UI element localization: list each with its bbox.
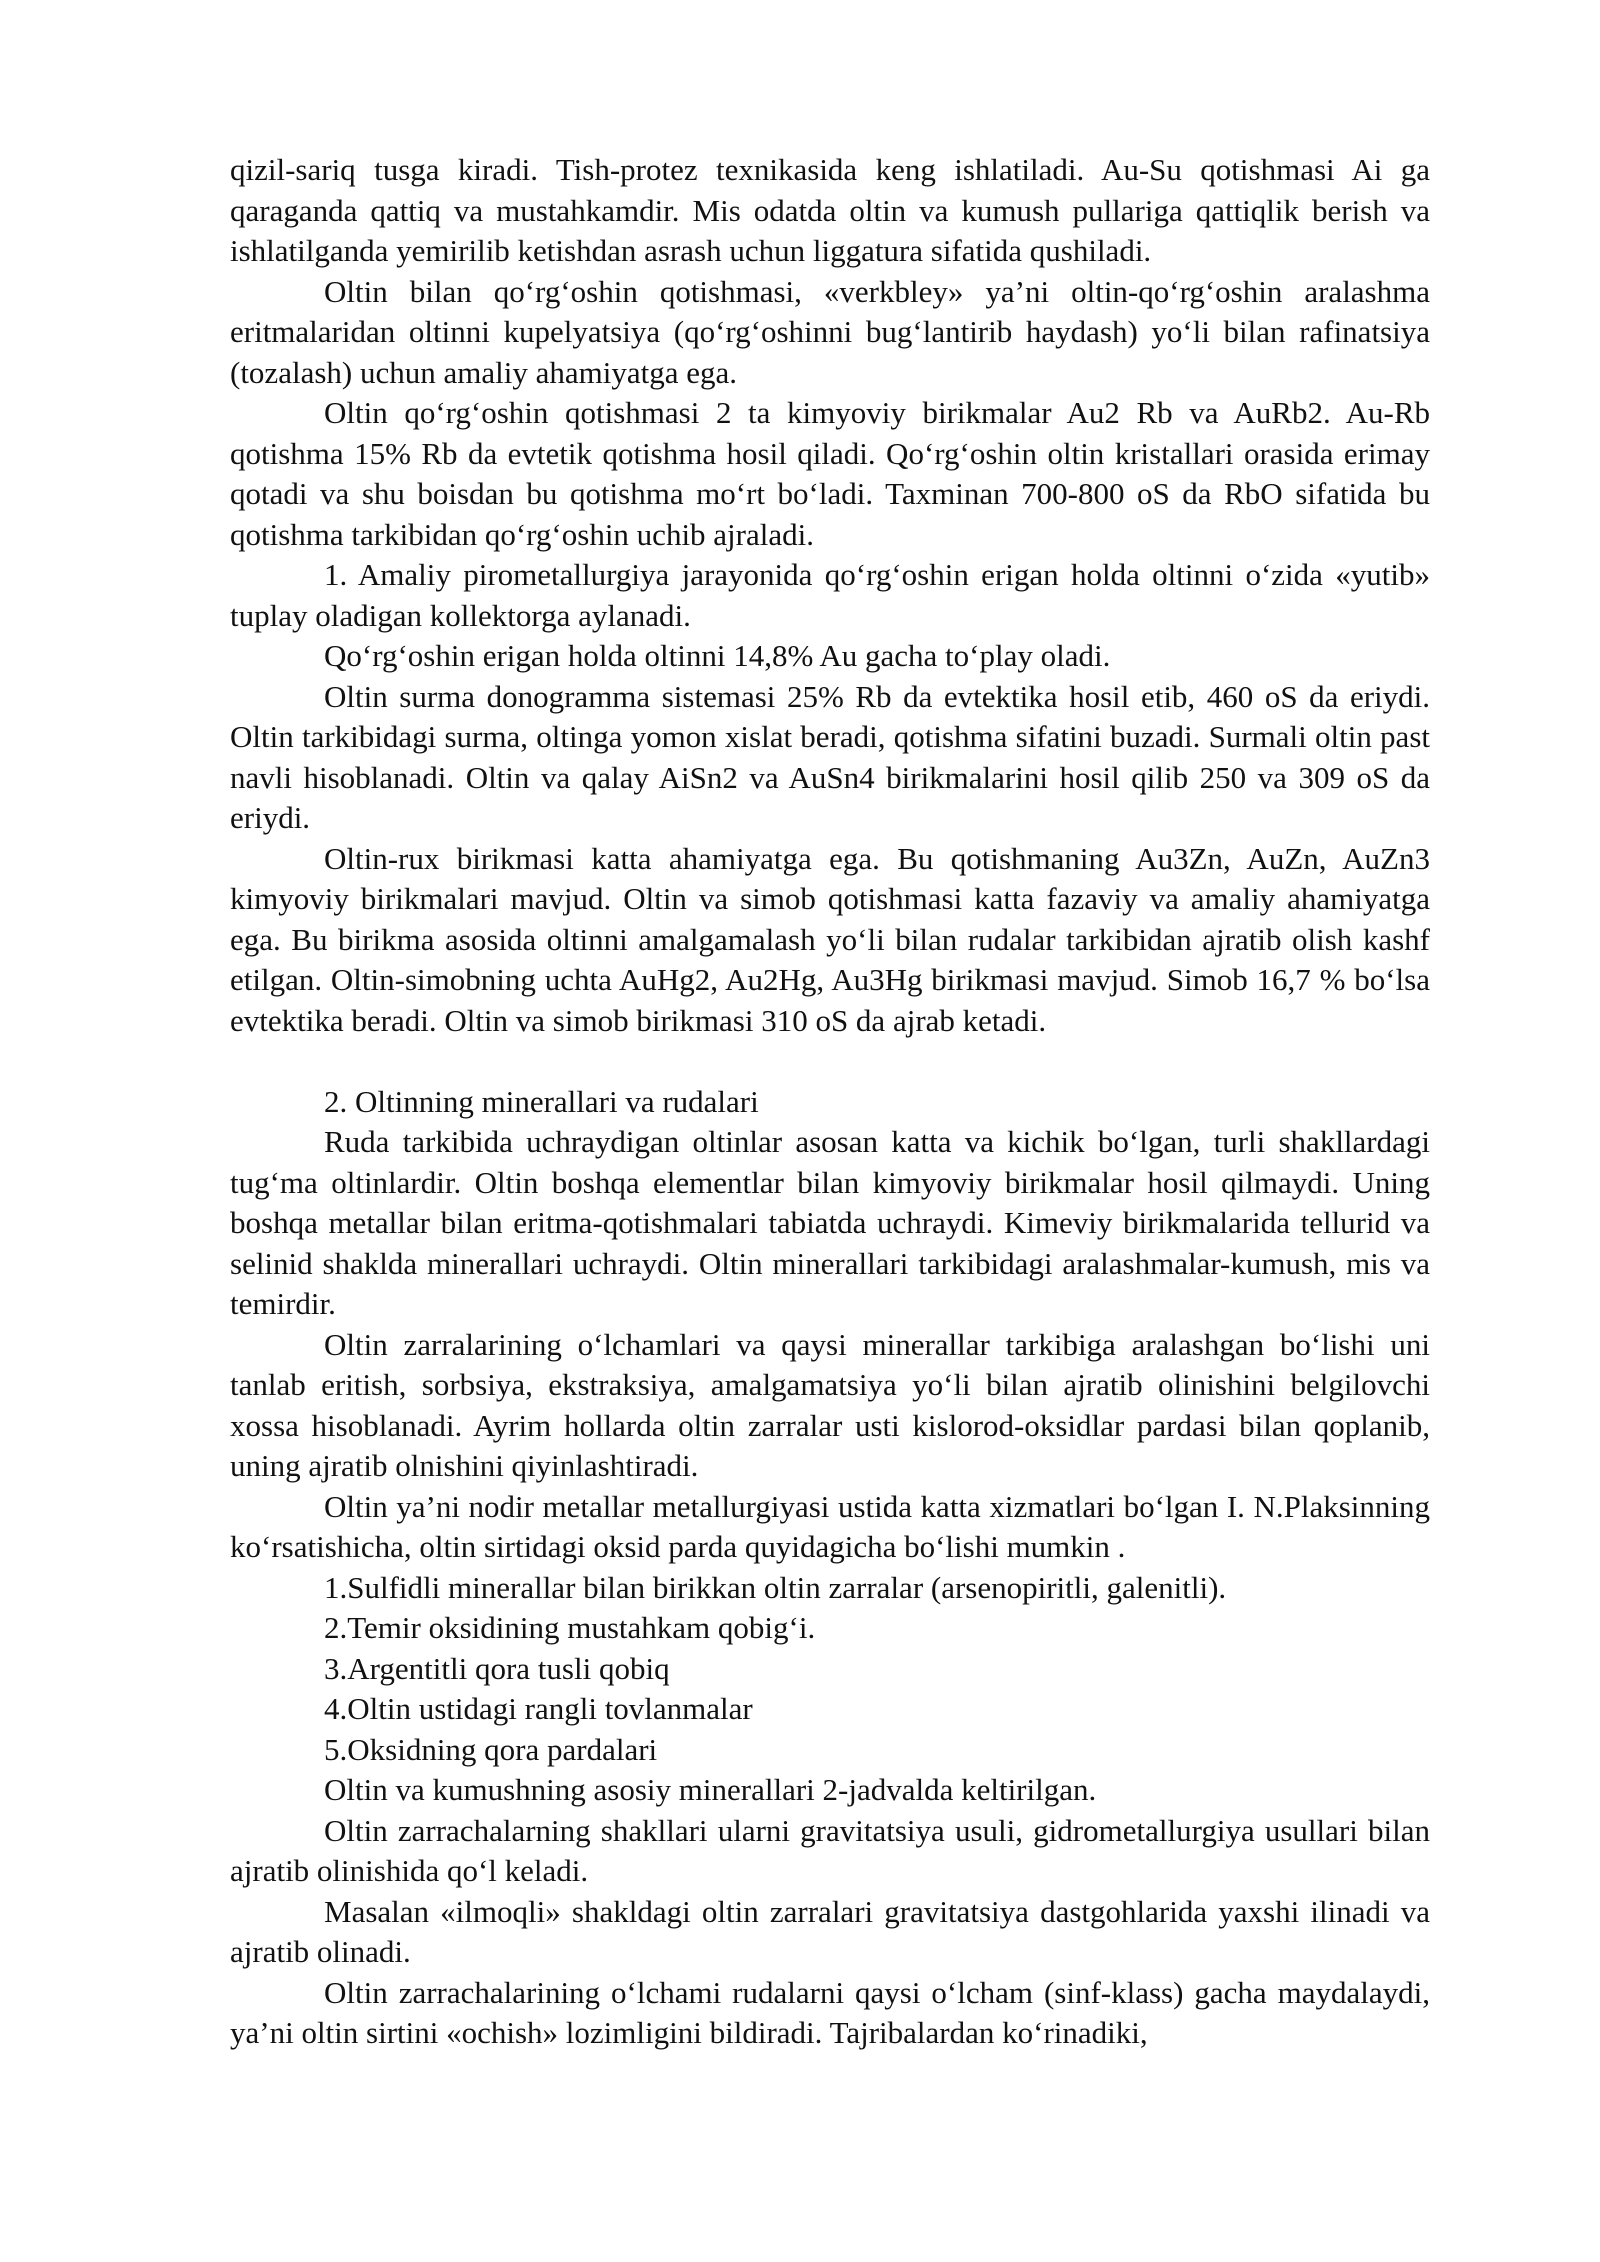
paragraph: Ruda tarkibida uchraydigan oltinlar asosan katta va kichik bo‘lgan, turli shakllardagi tug‘ma oltinlardir. Oltin boshqa elementlar bilan kimyoviy birikmalar hosil qilmaydi. Uning boshqa metallar bilan eritma-qotishmalari tabiatda uchraydi. Kimeviy birikmalarida tellurid va selinid shaklda minerallari uchraydi. Oltin minerallari tarkibidagi aralashmalar-kumush, mis va temirdir. — [230, 1124, 1430, 1321]
paragraph: Oltin va kumushning asosiy minerallari 2-jadvalda keltirilgan. — [324, 1772, 1097, 1807]
paragraph: Oltin-rux birikmasi katta ahamiyatga ega. Bu qotishmaning Au3Zn, AuZn, AuZn3 kimyoviy birikmalari mavjud. Oltin va simob qotishmasi katta fazaviy va amaliy ahamiyatga ega. Bu birikma asosida oltinni amalgamalash yo‘li bilan rudalar tarkibidan ajratib olish kashf etilgan. Oltin-simobning uchta AuHg2, Au2Hg, Au3Hg birikmasi mavjud. Simob 16,7 % bo‘lsa evtektika beradi. Oltin va simob birikmasi 310 oS da ajrab ketadi. — [230, 840, 1430, 1038]
list-item: 2.Temir oksidining mustahkam qobig‘i. — [324, 1610, 816, 1645]
paragraph: Masalan «ilmoqli» shakldagi oltin zarralari gravitatsiya dastgohlarida yaxshi ilinadi va ajratib olinadi. — [230, 1893, 1430, 1969]
list-item: 3.Argentitli qora tusli qobiq — [324, 1650, 670, 1686]
paragraph: Oltin qo‘rg‘oshin qotishmasi 2 ta kimyoviy birikmalar Au2 Rb va AuRb2. Au-Rb qotishma 15% Rb da evtetik qotishma hosil qiladi. Qo‘rg‘oshin oltin kristallari orasida erimay qotadi va shu boisdan bu qotishma mo‘rt bo‘ladi. Taxminan 700-800 oS da RbO sifatida bu qotishma tarkibidan qo‘rg‘oshin uchib ajraladi. — [230, 395, 1430, 552]
paragraph: Oltin ya’ni nodir metallar metallurgiyasi ustida katta xizmatlari bo‘lgan I. N.Plaksinning ko‘rsatishicha, oltin sirtidagi oksid parda quyidagicha bo‘lishi mumkin . — [230, 1488, 1430, 1564]
paragraph: Oltin zarralarining o‘lchamlari va qaysi minerallar tarkibiga aralashgan bo‘lishi uni tanlab eritish, sorbsiya, ekstraksiya, amalgamatsiya yo‘li bilan ajratib olinishini belgilovchi xossa hisoblanadi. Ayrim hollarda oltin zarralar usti kislorod-oksidlar pardasi bilan qoplanib, uning ajratib olnishini qiyinlashtiradi. — [230, 1326, 1430, 1483]
paragraph: Qo‘rg‘oshin erigan holda oltinni 14,8% Au gacha to‘play oladi. — [324, 638, 1111, 673]
list-item: 5.Oksidning qora pardalari — [324, 1731, 658, 1767]
paragraph: 1. Amaliy pirometallurgiya jarayonida qo‘rg‘oshin erigan holda oltinni o‘zida «yutib» tuplay oladigan kollektorga aylanadi. — [230, 557, 1430, 633]
paragraph: Oltin bilan qo‘rg‘oshin qotishmasi, «verkbley» ya’ni oltin-qo‘rg‘oshin aralashma eritmalaridan oltinni kupelyatsiya (qo‘rg‘oshinni bug‘lantirib haydash) yo‘li bilan rafinatsiya (tozalash) uchun amaliy ahamiyatga ega. — [230, 273, 1430, 390]
paragraph-continuation: qizil-sariq tusga kiradi. Tish-protez texnikasida keng ishlatiladi. Au-Su qotishmasi Ai ga qaraganda qattiq va mustahkamdir. Mis odatda oltin va kumush pullariga qattiqlik berish va ishlatilganda yemirilib ketishdan asrash uchun liggatura sifatida qushiladi. — [230, 152, 1430, 268]
list-item: 1.Sulfidli minerallar bilan birikkan oltin zarralar (arsenopiritli, galenitli). — [324, 1569, 1227, 1605]
paragraph: Oltin zarrachalarning shakllari ularni gravitatsiya usuli, gidrometallurgiya usullari bilan ajratib olinishida qo‘l keladi. — [230, 1812, 1430, 1888]
document-page — [230, 150, 1430, 2054]
section-heading: 2. Oltinning minerallari va rudalari — [324, 1083, 759, 1119]
paragraph: Oltin zarrachalarining o‘lchami rudalarni qaysi o‘lcham (sinf-klass) gacha maydalaydi, ya’ni oltin sirtini «ochish» lozimligini bildiradi. Tajribalardan ko‘rinadiki, — [230, 1974, 1430, 2050]
list-item: 4.Oltin ustidagi rangli tovlanmalar — [324, 1691, 753, 1726]
paragraph: Oltin surma donogramma sistemasi 25% Rb da evtektika hosil etib, 460 oS da eriydi. Oltin tarkibidagi surma, oltinga yomon xislat beradi, qotishma sifatini buzadi. Surmali oltin past navli hisoblanadi. Oltin va qalay AiSn2 va AuSn4 birikmalarini hosil qilib 250 va 309 oS da eriydi. — [230, 678, 1430, 835]
